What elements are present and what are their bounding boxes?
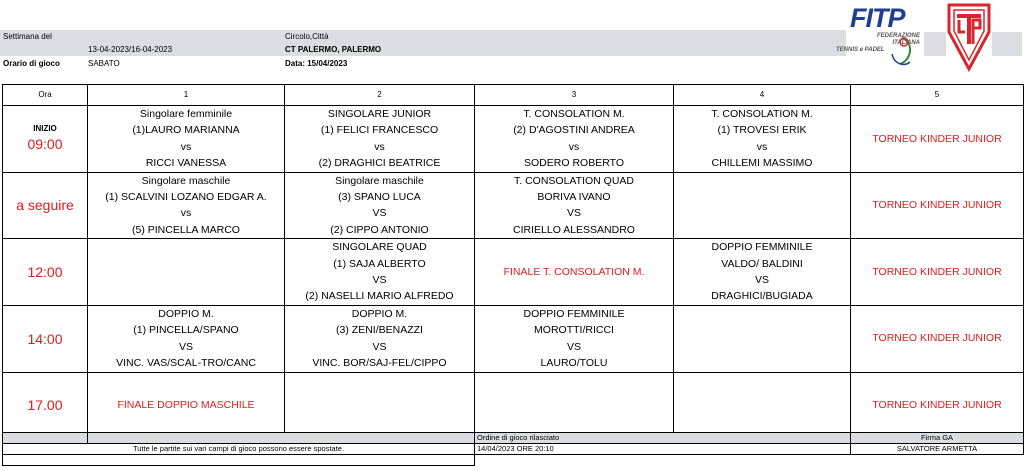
match-line: BORIVA IVANO bbox=[537, 191, 611, 204]
match-line: VS bbox=[372, 274, 387, 287]
match-line: vs bbox=[180, 140, 192, 153]
match-line: VS bbox=[566, 340, 581, 353]
time-value: 14:00 bbox=[27, 330, 63, 347]
match-line: (1) PINCELLA/SPANO bbox=[133, 324, 239, 337]
match-cell bbox=[88, 305, 285, 372]
match-line: vs bbox=[180, 207, 192, 220]
event-label: TORNEO KINDER JUNIOR bbox=[872, 199, 1002, 212]
match-line: (3) ZENI/BENAZZI bbox=[336, 324, 423, 337]
match-cell bbox=[88, 106, 285, 173]
court-header-1: 1 bbox=[88, 85, 285, 106]
match-line: VS bbox=[178, 340, 193, 353]
match-cell bbox=[285, 239, 475, 306]
time-slot-row bbox=[3, 305, 1024, 372]
match-line: VS bbox=[566, 207, 581, 220]
match-cell bbox=[475, 372, 674, 438]
match-cell bbox=[475, 106, 674, 173]
match-line: DRAGHICI/BUGIADA bbox=[711, 290, 813, 303]
match-cell bbox=[674, 305, 851, 372]
match-cell bbox=[475, 305, 674, 372]
orario-value: SABATO bbox=[88, 59, 120, 68]
time-cell bbox=[3, 106, 88, 173]
match-line: SINGOLARE QUAD bbox=[332, 241, 427, 254]
time-value: 09:00 bbox=[27, 135, 63, 152]
time-slot-row bbox=[3, 239, 1024, 306]
time-cell bbox=[3, 372, 88, 438]
court-header-5: 5 bbox=[851, 85, 1024, 106]
match-line: DOPPIO M. bbox=[158, 307, 214, 320]
header-band-logo-right bbox=[992, 32, 1022, 56]
tennis-ball-icon bbox=[880, 34, 920, 70]
time-cell bbox=[3, 172, 88, 239]
match-line: (1)LAURO MARIANNA bbox=[132, 124, 240, 137]
event-label: TORNEO KINDER JUNIOR bbox=[872, 265, 1002, 278]
footer-blank-2 bbox=[88, 433, 475, 444]
match-cell bbox=[285, 106, 475, 173]
match-line: VALDO/ BALDINI bbox=[721, 257, 803, 270]
match-cell bbox=[851, 239, 1024, 306]
ora-header: Ora bbox=[3, 85, 88, 106]
orario-label: Orario di gioco bbox=[3, 59, 60, 68]
match-line: VINC. BOR/SAJ-FEL/CIPPO bbox=[312, 357, 447, 370]
match-line: SINGOLARE JUNIOR bbox=[327, 108, 432, 120]
match-line: T. CONSOLATION M. bbox=[523, 108, 625, 120]
match-line: VS bbox=[372, 207, 387, 220]
match-line: T. CONSOLATION M. bbox=[711, 108, 813, 120]
match-cell bbox=[285, 172, 475, 239]
match-line: (2) DRAGHICI BEATRICE bbox=[318, 157, 441, 170]
settimana-label: Settimana del bbox=[3, 32, 52, 41]
schedule-grid bbox=[2, 84, 1024, 439]
fitp-sub-2: ITALIANA bbox=[892, 40, 920, 46]
header-band-logo-mid bbox=[924, 32, 946, 56]
match-cell bbox=[674, 106, 851, 173]
footer-table bbox=[2, 432, 1024, 466]
event-label: FINALE T. CONSOLATION M. bbox=[503, 265, 645, 278]
time-slot-row bbox=[3, 372, 1024, 438]
firma-label: Firma GA bbox=[851, 433, 1024, 444]
footer-note: Tutte le partite sui vari campi di gioco possono essere spostate. bbox=[3, 444, 475, 455]
match-line: (1) FELICI FRANCESCO bbox=[320, 124, 439, 137]
match-cell bbox=[88, 239, 285, 306]
match-line: (1) SAJA ALBERTO bbox=[333, 257, 426, 270]
match-line: MOROTTI/RICCI bbox=[534, 324, 614, 337]
footer-blank-1 bbox=[3, 433, 88, 444]
settimana-value: 13-04-2023/16-04-2023 bbox=[88, 45, 173, 54]
match-line: (3) SPANO LUCA bbox=[338, 191, 421, 204]
column-header-row bbox=[3, 85, 1024, 106]
match-cell bbox=[674, 372, 851, 438]
time-value: 12:00 bbox=[27, 264, 63, 281]
court-header-4: 4 bbox=[674, 85, 851, 106]
match-line: Singolare maschile bbox=[335, 174, 424, 187]
match-line: CHILLEMI MASSIMO bbox=[711, 157, 813, 170]
fitp-logo bbox=[836, 0, 924, 70]
match-line: RICCI VANESSA bbox=[145, 157, 227, 170]
ctp-shield-logo bbox=[946, 2, 992, 72]
match-line: VINC. VAS/SCAL-TRO/CANC bbox=[116, 357, 256, 370]
time-slot-row bbox=[3, 106, 1024, 173]
match-line: vs bbox=[756, 140, 768, 153]
match-line: (2) D'AGOSTINI ANDREA bbox=[513, 124, 635, 137]
match-line: (5) PINCELLA MARCO bbox=[132, 223, 240, 236]
court-header-3: 3 bbox=[475, 85, 674, 106]
match-cell bbox=[851, 305, 1024, 372]
match-line: VS bbox=[372, 340, 387, 353]
match-cell bbox=[674, 239, 851, 306]
data-value: Data: 15/04/2023 bbox=[285, 59, 348, 68]
match-line: vs bbox=[568, 140, 580, 153]
shield-icon bbox=[946, 2, 992, 72]
fitp-sub-3: TENNIS e PADEL bbox=[836, 47, 885, 53]
circolo-value: CT PALERMO, PALERMO bbox=[285, 45, 382, 54]
match-cell bbox=[285, 305, 475, 372]
match-line: DOPPIO FEMMINILE bbox=[523, 307, 625, 320]
match-cell bbox=[851, 106, 1024, 173]
time-value: a seguire bbox=[16, 197, 74, 214]
match-cell bbox=[475, 239, 674, 306]
event-label: TORNEO KINDER JUNIOR bbox=[872, 398, 1002, 411]
fitp-logo-text: FITP bbox=[850, 3, 905, 33]
event-label: TORNEO KINDER JUNIOR bbox=[872, 132, 1002, 145]
match-line: DOPPIO M. bbox=[351, 307, 408, 320]
match-cell bbox=[88, 172, 285, 239]
match-line: VS bbox=[754, 274, 769, 287]
match-line: LAURO/TOLU bbox=[540, 357, 608, 370]
match-cell bbox=[851, 172, 1024, 239]
firma-value: SALVATORE ARMETTA bbox=[851, 444, 1024, 455]
match-line: SODERO ROBERTO bbox=[524, 157, 624, 170]
match-line: (1) TROVESI ERIK bbox=[717, 124, 807, 137]
match-cell bbox=[285, 372, 475, 438]
match-cell bbox=[88, 372, 285, 438]
time-value: 17.00 bbox=[27, 397, 63, 413]
event-label: TORNEO KINDER JUNIOR bbox=[872, 332, 1002, 345]
ordine-value: 14/04/2023 ORE 20:10 bbox=[475, 444, 851, 455]
match-cell bbox=[674, 172, 851, 239]
match-line: CIRIELLO ALESSANDRO bbox=[513, 223, 635, 236]
time-slot-row bbox=[3, 172, 1024, 239]
event-label: FINALE DOPPIO MASCHILE bbox=[117, 398, 255, 411]
court-header-2: 2 bbox=[285, 85, 475, 106]
match-line: Singolare maschile bbox=[141, 174, 231, 187]
footer-blank-3 bbox=[3, 455, 475, 466]
match-cell bbox=[475, 172, 674, 239]
match-line: vs bbox=[374, 140, 385, 153]
match-line: (1) SCALVINI LOZANO EDGAR A. bbox=[105, 191, 267, 204]
match-line: Singolare femminile bbox=[139, 108, 233, 120]
match-cell bbox=[851, 372, 1024, 438]
match-line: (2) CIPPO ANTONIO bbox=[330, 223, 429, 236]
fitp-sub-1: FEDERAZIONE bbox=[876, 33, 920, 39]
match-line: (2) NASELLI MARIO ALFREDO bbox=[305, 290, 454, 303]
time-cell bbox=[3, 239, 88, 306]
time-cell bbox=[3, 305, 88, 372]
match-line: T. CONSOLATION QUAD bbox=[514, 174, 634, 187]
match-line: DOPPIO FEMMINILE bbox=[711, 241, 813, 254]
circolo-label: Circolo,Città bbox=[285, 32, 329, 41]
ordine-label: Ordine di gioco rilasciato bbox=[475, 433, 851, 444]
inizio-label: INIZIO bbox=[33, 123, 57, 133]
